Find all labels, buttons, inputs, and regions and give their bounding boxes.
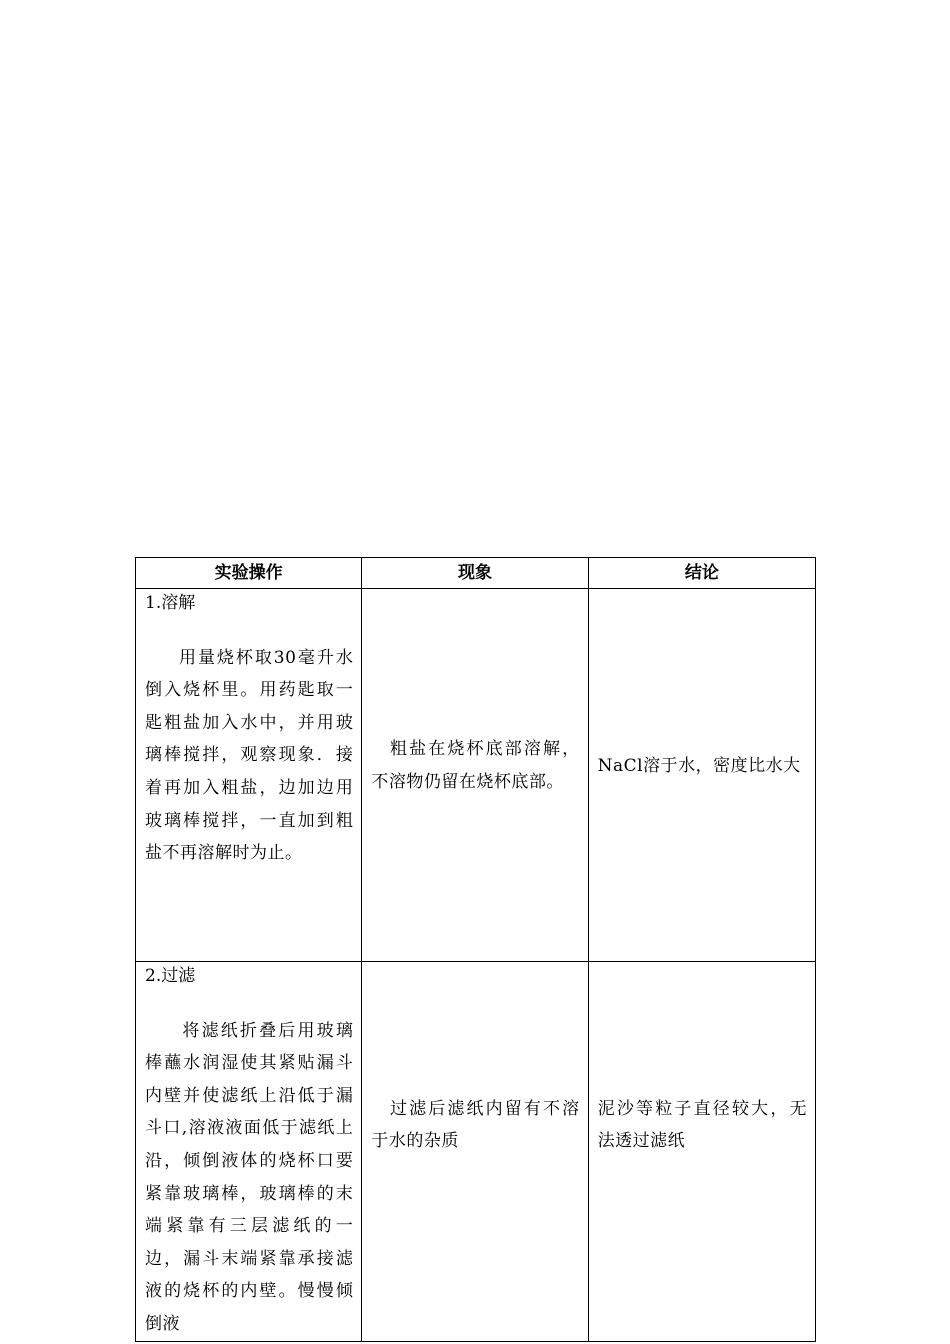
table-row [136,589,816,962]
header-operation: 实验操作 [136,558,362,589]
step-title: 2.过滤 [145,966,196,986]
operation-cell [136,962,362,1342]
conclusion-cell [588,962,815,1342]
phenomenon-text: 粗盐在烧杯底部溶解，不溶物仍留在烧杯底部。 [371,739,580,792]
operation-text: 用量烧杯取30毫升水倒入烧杯里。用药匙取一匙粗盐加入水中，并用玻璃棒搅拌，观察现象．接着再加入粗盐，边加边用玻璃棒搅拌，一直加到粗盐不再溶解时为止。 [145,647,354,864]
step-title: 1.溶解 [145,593,196,613]
table-row [136,962,816,1342]
phenomenon-cell [362,962,588,1342]
conclusion-text: 泥沙等粒子直径较大，无法透过滤纸 [597,1098,807,1152]
phenomenon-cell [362,589,588,962]
conclusion-cell [588,589,815,962]
header-phenomenon: 现象 [362,558,588,589]
operation-text: 将滤纸折叠后用玻璃棒蘸水润湿使其紧贴漏斗内壁并使滤纸上沿低于漏斗口,溶液液面低于滤纸上沿，倾倒液体的烧杯口要紧靠玻璃棒，玻璃棒的末端紧靠有三层滤纸的一边，漏斗末端紧靠承接滤液的烧杯的内壁。慢慢倾倒液 [145,1020,354,1334]
experiment-table [135,557,816,1342]
header-conclusion: 结论 [588,558,815,589]
conclusion-text: NaCl溶于水，密度比水大 [597,755,801,776]
phenomenon-text: 过滤后滤纸内留有不溶于水的杂质 [371,1098,580,1152]
operation-cell [136,589,362,962]
table-header-row [136,558,816,589]
